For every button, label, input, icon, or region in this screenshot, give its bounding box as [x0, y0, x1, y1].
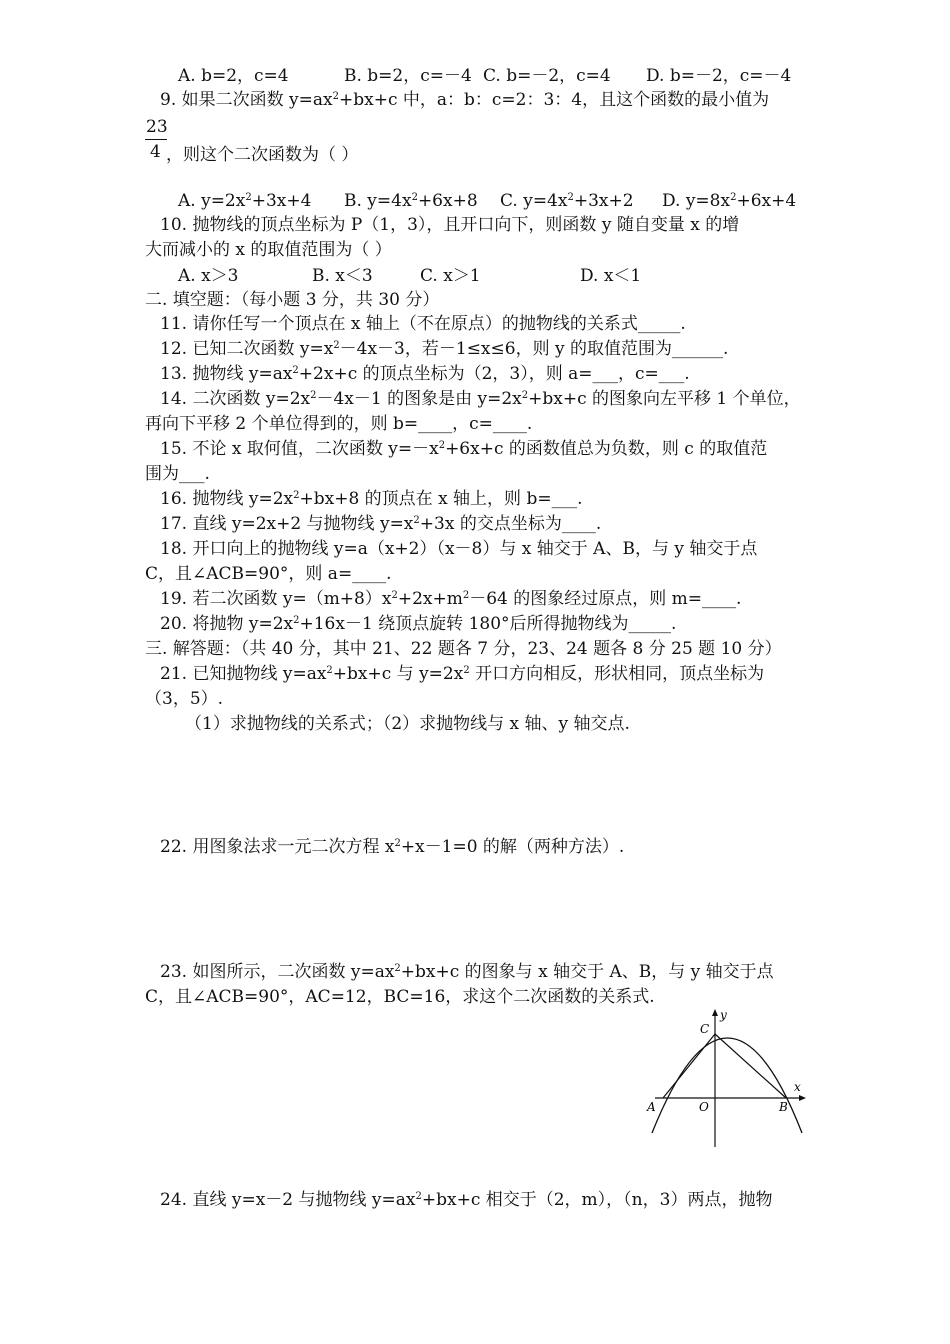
- segment-ac: [663, 1034, 715, 1098]
- label-o: O: [699, 1100, 709, 1114]
- q18-line1: 18. 开口向上的抛物线 y=a（x+2）（x－8）与 x 轴交于 A、B，与 y 轴交于点: [160, 539, 758, 559]
- q10-option-b: B. x＜3: [312, 266, 373, 286]
- q21-line2: （3，5）.: [145, 689, 224, 709]
- q9-fraction-bar: [145, 139, 167, 140]
- q9-option-d: D. $y=8x^2+6x+4$: [662, 191, 797, 211]
- q9-option-c: C. $y=4x^2+3x+2$: [500, 191, 634, 211]
- q10-line2: 大而减小的 x 的取值范围为（ ）: [145, 240, 392, 260]
- label-b: B: [779, 1100, 788, 1114]
- q10-option-c: C. x＞1: [420, 266, 481, 286]
- q8-option-a: A. b=2，c=4: [178, 66, 289, 86]
- parabola-curve: [652, 1038, 802, 1133]
- q14-line2: 再向下平移 2 个单位得到的，则 b=____，c=____.: [145, 414, 533, 434]
- q10-option-d: D. x＜1: [580, 266, 642, 286]
- q19: 19. 若二次函数 $y=(m+8)x^2+2x+m^2-64$ 的图象经过原点，则 m=____.: [160, 589, 742, 609]
- q9-stem-a: 9. 如果二次函数 y=ax: [160, 90, 333, 110]
- q18-line2: C，且∠ACB=90°，则 a=____.: [145, 564, 392, 584]
- q8-option-d: D. b=－2，c=－4: [646, 66, 792, 86]
- q24-line1: 24. 直线 y=x－2 与抛物线 $y=ax^2+bx+c$ 相交于（2，m），（n，3）两点，抛物: [160, 1190, 773, 1210]
- q8-option-c: C. b=－2，c=4: [483, 66, 611, 86]
- q17: 17. 直线 y=2x+2 与抛物线 $y=x^2+3x$ 的交点坐标为____.: [160, 514, 602, 534]
- q13: 13. 抛物线 $y=ax^2+2x+c$ 的顶点坐标为（2，3），则 a=___，c=___.: [160, 364, 690, 384]
- q9-option-a: A. $y=2x^2+3x+4$: [178, 191, 312, 211]
- q23-parabola-figure: [640, 1005, 810, 1155]
- section-answer-heading: 三. 解答题：（共 40 分，其中 21、22 题各 7 分，23、24 题各 8 分 25 题 10 分）: [145, 639, 782, 659]
- q22: 22. 用图象法求一元二次方程 $x^2+x-1=0$ 的解（两种方法）.: [160, 837, 625, 857]
- section-fill-in-heading: 二. 填空题：（每小题 3 分，共 30 分）: [145, 290, 440, 310]
- label-x: x: [794, 1080, 801, 1094]
- q14-line1: 14. 二次函数 $y=2x^2-4x-1$ 的图象是由 $y=2x^2+bx+c$ 的图象向左平移 1 个单位，: [160, 389, 801, 409]
- y-axis-arrow: [712, 1009, 718, 1016]
- q10-option-a: A. x＞3: [178, 266, 239, 286]
- label-c: C: [700, 1022, 710, 1036]
- q9-stem: [160, 90, 769, 110]
- q21-line3: （1）求抛物线的关系式；（2）求抛物线与 x 轴、y 轴交点.: [185, 714, 630, 734]
- q23-line1: 23. 如图所示，二次函数 $y=ax^2+bx+c$ 的图象与 x 轴交于 A、B，与 y 轴交于点: [160, 962, 774, 982]
- q9-fraction-denominator: 4: [150, 142, 161, 162]
- q8-option-b: B. b=2，c=－4: [344, 66, 472, 86]
- q15-line1: 15. 不论 x 取何值，二次函数 $y=-x^2+6x+c$ 的函数值总为负数，则 c 的取值范: [160, 439, 768, 459]
- x-axis-arrow: [799, 1095, 806, 1101]
- q15-line2: 围为___.: [145, 464, 210, 484]
- q23-line2: C，且∠ACB=90°，AC=12，BC=16，求这个二次函数的关系式.: [145, 987, 655, 1007]
- q9-stem-b: +bx+c 中，a：b：c=2：3：4，且这个函数的最小值为: [338, 90, 770, 110]
- q9-stem-c: ，则这个二次函数为（ ）: [166, 145, 359, 165]
- label-y: y: [720, 1008, 727, 1022]
- q20: 20. 将抛物 $y=2x^2+16x-1$ 绕顶点旋转 180°后所得抛物线为_____.: [160, 614, 677, 634]
- q9-option-b: B. $y=4x^2+6x+8$: [344, 191, 478, 211]
- q10-line1: 10. 抛物线的顶点坐标为 P（1，3），且开口向下，则函数 y 随自变量 x 的增: [160, 215, 740, 235]
- q9-fraction-numerator: 23: [146, 117, 168, 137]
- label-a: A: [647, 1100, 656, 1114]
- q11: 11. 请你任写一个顶点在 x 轴上（不在原点）的抛物线的关系式_____.: [160, 314, 686, 334]
- q16: 16. 抛物线 $y=2x^2+bx+8$ 的顶点在 x 轴上，则 b=___.: [160, 489, 583, 509]
- q9-sup: 2: [332, 91, 339, 102]
- q12: 12. 已知二次函数 $y=x^2-4x-3$，若－1≤x≤6，则 y 的取值范围为______.: [160, 339, 729, 359]
- q21-line1: 21. 已知抛物线 $y=ax^2+bx+c$ 与 $y=2x^2$ 开口方向相反，形状相同，顶点坐标为: [160, 664, 765, 684]
- segment-bc: [715, 1034, 786, 1098]
